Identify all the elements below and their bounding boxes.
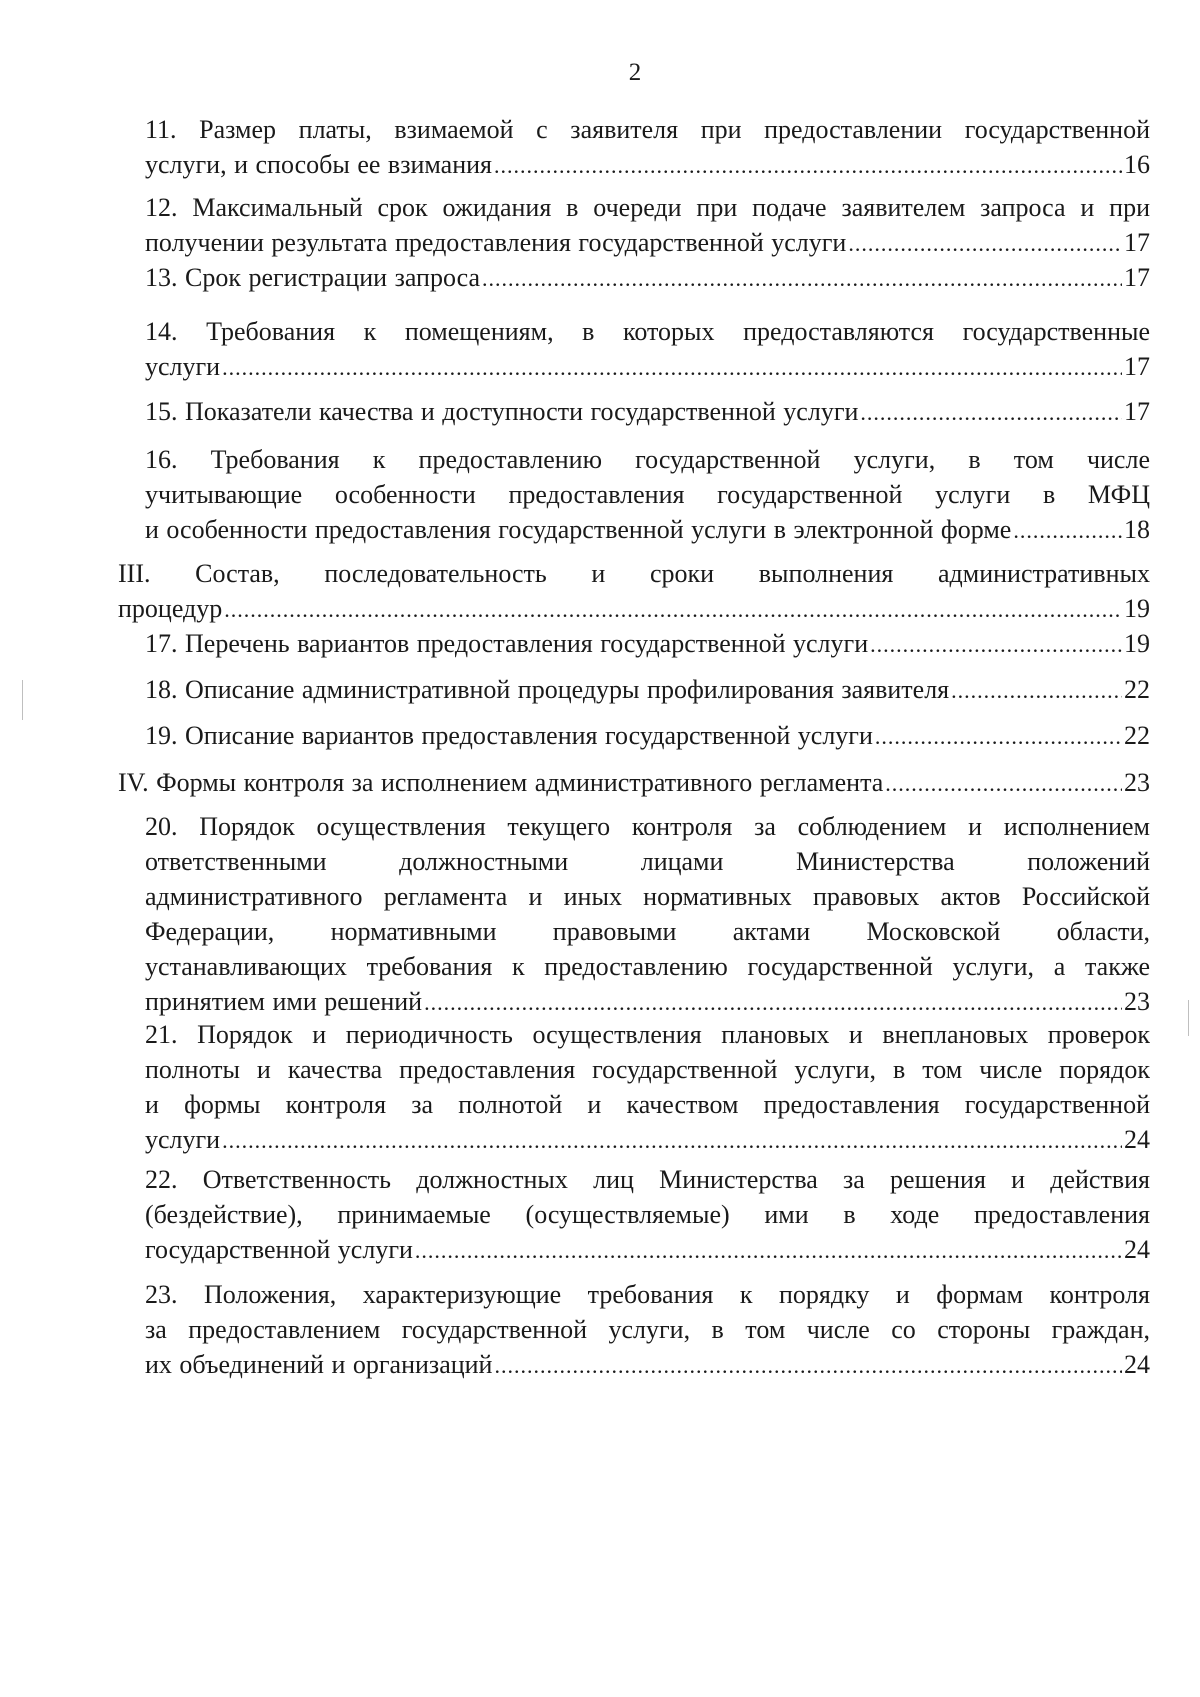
toc-entry-last-line <box>145 718 1150 754</box>
toc-entry-title: IV. Формы контроля за исполнением административного регламента <box>118 768 884 797</box>
toc-entry-last-line <box>145 512 1150 548</box>
toc-entry-last-line <box>145 1232 1150 1268</box>
toc-entry-title: процедур <box>118 594 223 623</box>
toc-page-number: 19 <box>1124 594 1150 623</box>
toc-entry-line: 16. Требования к предоставлению государственной услуги, в том числе <box>145 445 1150 474</box>
toc-page-number: 22 <box>1124 675 1150 704</box>
toc-entry <box>118 556 1150 627</box>
toc-entry-last-line <box>145 984 1150 1020</box>
toc-entry <box>145 809 1150 1020</box>
toc-entry-title: 13. Срок регистрации запроса <box>145 263 481 292</box>
toc-page-number: 24 <box>1124 1235 1150 1264</box>
toc-entry <box>145 626 1150 662</box>
toc-entry-line: устанавливающих требования к предоставлению государственной услуги, а также <box>145 952 1150 981</box>
toc-entry-line: 11. Размер платы, взимаемой с заявителя при предоставлении государственной <box>145 115 1150 144</box>
toc-page-number: 17 <box>1124 263 1150 292</box>
toc-entry <box>145 718 1150 754</box>
toc-page-number: 16 <box>1124 150 1150 179</box>
dot-leader <box>424 985 1122 1020</box>
toc-entry <box>145 672 1150 708</box>
toc-entry-title: 19. Описание вариантов предоставления государственной услуги <box>145 721 873 750</box>
dot-leader <box>951 673 1122 708</box>
toc-entry-title: их объединений и организаций <box>145 1350 493 1379</box>
dot-leader <box>870 627 1122 662</box>
toc-entry-title: услуги, и способы ее взимания <box>145 150 492 179</box>
toc-entry-line: III. Состав, последовательность и сроки выполнения административных <box>118 559 1150 588</box>
toc-entry-line: полноты и качества предоставления государственной услуги, в том числе порядок <box>145 1055 1150 1084</box>
toc-entry-line: Федерации, нормативными правовыми актами Московской области, <box>145 917 1150 946</box>
toc-entry-last-line <box>145 1122 1150 1158</box>
toc-entry-title: услуги <box>145 1125 221 1154</box>
toc-entry-last-line <box>145 225 1150 261</box>
toc-entry-line: 14. Требования к помещениям, в которых предоставляются государственные <box>145 317 1150 346</box>
dot-leader <box>222 1123 1122 1158</box>
toc-entry-line: 12. Максимальный срок ожидания в очереди при подаче заявителем запроса и при <box>145 193 1150 222</box>
toc-page-number: 24 <box>1124 1350 1150 1379</box>
toc-entry-line: 20. Порядок осуществления текущего контроля за соблюдением и исполнением <box>145 812 1150 841</box>
toc-entry <box>145 1162 1150 1268</box>
page-number: 2 <box>628 59 642 86</box>
toc-entry <box>145 190 1150 261</box>
dot-leader <box>848 226 1122 261</box>
toc-entry <box>145 1277 1150 1383</box>
toc-entry-line: и формы контроля за полнотой и качеством предоставления государственной <box>145 1090 1150 1119</box>
toc-entry-last-line <box>145 626 1150 662</box>
toc-page-number: 17 <box>1124 352 1150 381</box>
toc-page-number: 17 <box>1124 228 1150 257</box>
dot-leader <box>860 395 1122 430</box>
toc-entry <box>145 314 1150 385</box>
dot-leader <box>875 719 1122 754</box>
toc-entry <box>145 442 1150 548</box>
dot-leader <box>494 148 1122 183</box>
scan-edge-mark-left <box>22 680 23 720</box>
toc-entry-title: государственной услуги <box>145 1235 413 1264</box>
dot-leader <box>482 261 1122 296</box>
toc-entry <box>145 394 1150 430</box>
toc-entry-title: 18. Описание административной процедуры профилирования заявителя <box>145 675 950 704</box>
toc-entry <box>145 260 1150 296</box>
toc-entry-last-line <box>145 147 1150 183</box>
toc-entry-title: услуги <box>145 352 221 381</box>
toc-entry <box>118 765 1150 801</box>
toc-entry-line: 23. Положения, характеризующие требования к порядку и формам контроля <box>145 1280 1150 1309</box>
toc-entry-title: и особенности предоставления государственной услуги в электронной форме <box>145 515 1012 544</box>
toc-page-number: 23 <box>1124 768 1150 797</box>
toc-entry-title: 15. Показатели качества и доступности государственной услуги <box>145 397 859 426</box>
toc-page-number: 24 <box>1124 1125 1150 1154</box>
toc-entry-last-line <box>118 765 1150 801</box>
toc-entry-last-line <box>145 260 1150 296</box>
toc-entry-title: 17. Перечень вариантов предоставления государственной услуги <box>145 629 869 658</box>
dot-leader <box>224 592 1122 627</box>
dot-leader <box>494 1348 1122 1383</box>
toc-entry-last-line <box>145 1347 1150 1383</box>
toc-entry-last-line <box>145 394 1150 430</box>
toc-entry <box>145 112 1150 183</box>
toc-entry-line: 21. Порядок и периодичность осуществления плановых и внеплановых проверок <box>145 1020 1150 1049</box>
toc-page-number: 19 <box>1124 629 1150 658</box>
dot-leader <box>222 350 1122 385</box>
dot-leader <box>885 766 1122 801</box>
dot-leader <box>415 1233 1122 1268</box>
toc-entry <box>145 1017 1150 1158</box>
toc-entry-title: принятием ими решений <box>145 987 423 1016</box>
toc-entry-line: за предоставлением государственной услуги, в том числе со стороны граждан, <box>145 1315 1150 1344</box>
toc-page-number: 18 <box>1124 515 1150 544</box>
toc-entry-title: получении результата предоставления государственной услуги <box>145 228 847 257</box>
toc-entry-line: административного регламента и иных нормативных правовых актов Российской <box>145 882 1150 911</box>
toc-entry-last-line <box>118 591 1150 627</box>
toc-entry-line: учитывающие особенности предоставления государственной услуги в МФЦ <box>145 480 1150 509</box>
toc-entry-line: ответственными должностными лицами Министерства положений <box>145 847 1150 876</box>
toc-page-number: 23 <box>1124 987 1150 1016</box>
scan-edge-mark-right <box>1188 1000 1189 1036</box>
toc-entry-line: 22. Ответственность должностных лиц Министерства за решения и действия <box>145 1165 1150 1194</box>
dot-leader <box>1013 513 1122 548</box>
toc-page-number: 22 <box>1124 721 1150 750</box>
toc-entry-line: (бездействие), принимаемые (осуществляемые) ими в ходе предоставления <box>145 1200 1150 1229</box>
toc-page-number: 17 <box>1124 397 1150 426</box>
toc-entry-last-line <box>145 349 1150 385</box>
toc-entry-last-line <box>145 672 1150 708</box>
